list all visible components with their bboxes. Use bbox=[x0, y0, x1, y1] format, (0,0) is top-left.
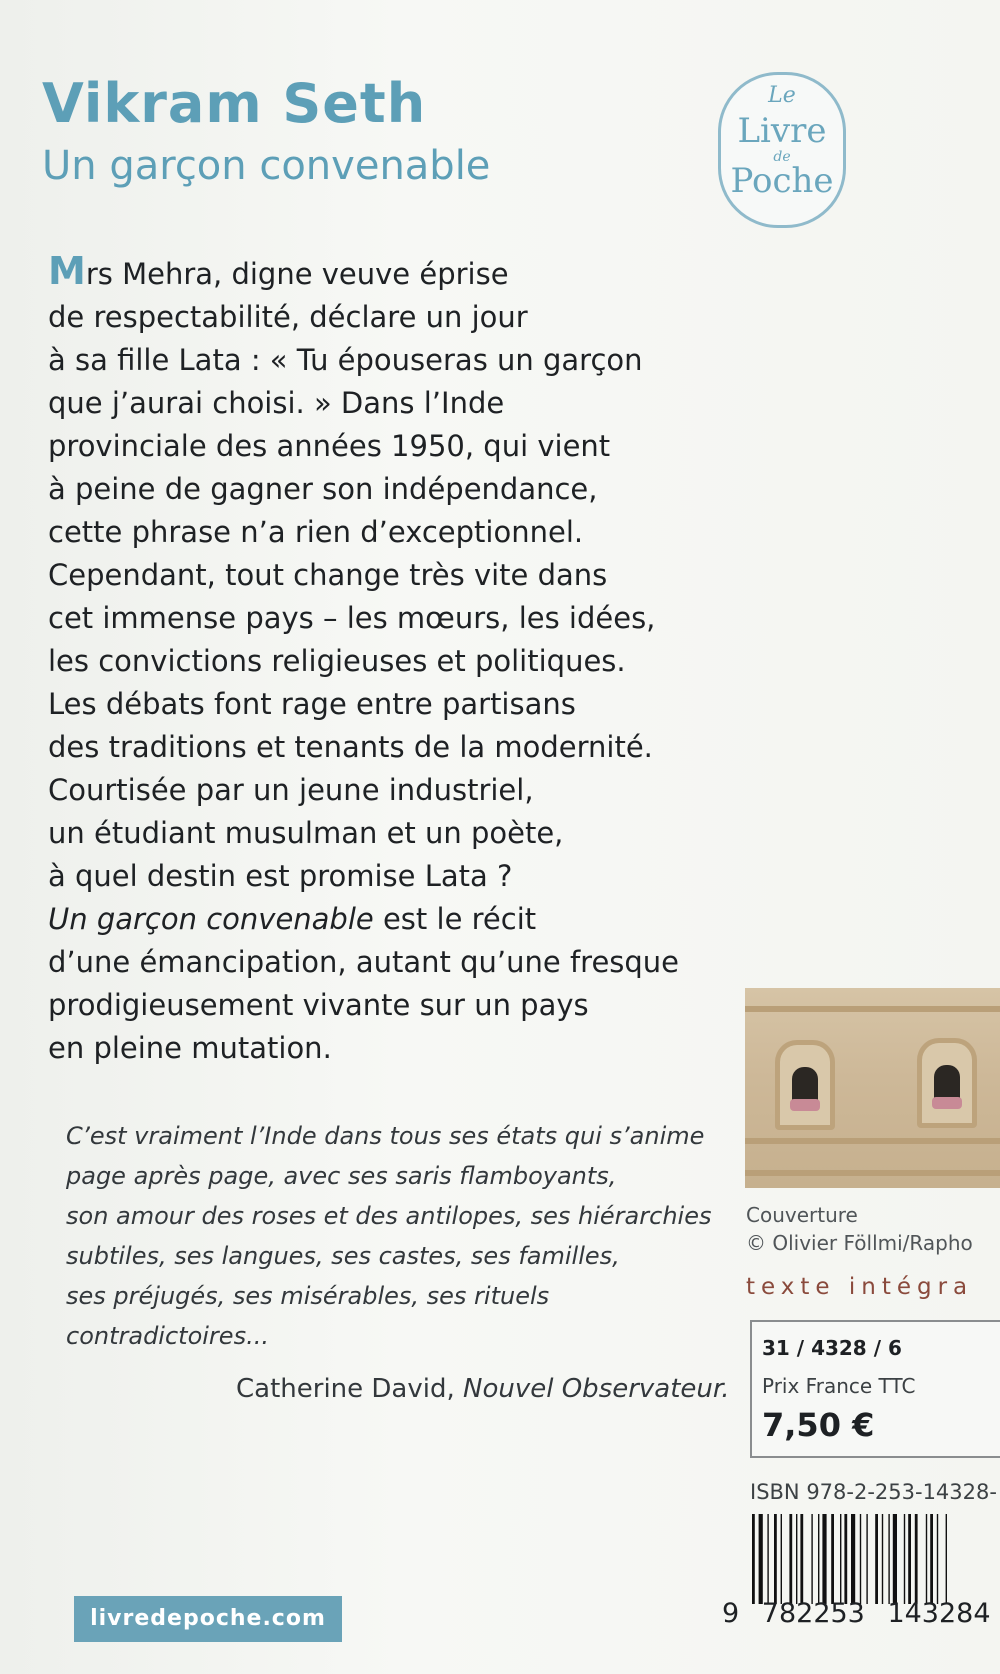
cover-thumbnail-image bbox=[745, 988, 1000, 1188]
quote-publication: Nouvel Observateur. bbox=[463, 1374, 730, 1404]
facade-band bbox=[745, 1170, 1000, 1176]
catalog-code: 31 / 4328 / 6 bbox=[762, 1336, 902, 1360]
barcode-bar bbox=[930, 1514, 933, 1604]
barcode-bar bbox=[831, 1514, 834, 1604]
quote-attribution bbox=[236, 1374, 729, 1404]
window-shape bbox=[917, 1038, 977, 1128]
barcode-bar bbox=[915, 1514, 918, 1604]
livre-de-poche-logo bbox=[718, 72, 846, 228]
barcode-digits bbox=[722, 1598, 991, 1629]
synopsis-line: de respectabilité, déclare un jour bbox=[48, 300, 528, 334]
synopsis-line: les convictions religieuses et politiques. bbox=[48, 644, 626, 678]
barcode-bar bbox=[759, 1514, 763, 1604]
quote-line: son amour des roses et des antilopes, ses hiérarchies bbox=[66, 1202, 712, 1230]
barcode-bar bbox=[860, 1514, 861, 1604]
synopsis-line: un étudiant musulman et un poète, bbox=[48, 816, 564, 850]
synopsis-line: cette phrase n’a rien d’exceptionnel. bbox=[48, 515, 584, 549]
barcode-bar bbox=[875, 1514, 878, 1604]
barcode-group-2: 143284 bbox=[887, 1598, 991, 1629]
barcode-bar bbox=[811, 1514, 812, 1604]
quote-line: page après page, avec ses saris flamboyants, bbox=[66, 1162, 617, 1190]
barcode-bar bbox=[752, 1514, 755, 1604]
barcode-bar bbox=[800, 1514, 803, 1604]
quote-line: ses préjugés, ses misérables, ses rituels bbox=[66, 1282, 550, 1310]
barcode-bar bbox=[908, 1514, 911, 1604]
facade-band bbox=[745, 1006, 1000, 1012]
barcode-bar bbox=[796, 1514, 797, 1604]
window-shape bbox=[775, 1040, 835, 1130]
barcode-bar bbox=[893, 1514, 897, 1604]
synopsis-line: que j’aurai choisi. » Dans l’Inde bbox=[48, 386, 505, 420]
barcode-bar bbox=[926, 1514, 927, 1604]
price-box bbox=[750, 1320, 1000, 1458]
barcode-bar bbox=[904, 1514, 905, 1604]
barcode-bar bbox=[840, 1514, 841, 1604]
barcode-bar bbox=[937, 1514, 938, 1604]
website-link[interactable]: livredepoche.com bbox=[74, 1596, 342, 1642]
facade-band bbox=[745, 1138, 1000, 1144]
synopsis-line: cet immense pays – les mœurs, les idées, bbox=[48, 601, 656, 635]
synopsis-line: des traditions et tenants de la modernité. bbox=[48, 730, 653, 764]
logo-text-poche: Poche bbox=[730, 161, 834, 201]
cover-credit-photographer: © Olivier Föllmi/Rapho bbox=[746, 1231, 973, 1255]
isbn-number: ISBN 978-2-253-14328- bbox=[750, 1480, 997, 1504]
price-value: 7,50 € bbox=[762, 1406, 875, 1444]
synopsis-line: en pleine mutation. bbox=[48, 1031, 332, 1065]
barcode-bar bbox=[888, 1514, 889, 1604]
synopsis-line: provinciale des années 1950, qui vient bbox=[48, 429, 611, 463]
synopsis bbox=[48, 250, 708, 1070]
press-quote bbox=[66, 1116, 712, 1356]
barcode-bar bbox=[789, 1514, 792, 1604]
synopsis-line: à peine de gagner son indépendance, bbox=[48, 472, 598, 506]
logo-text-livre: Livre bbox=[737, 111, 827, 151]
barcode-bar bbox=[866, 1514, 867, 1604]
barcode-bar bbox=[844, 1514, 847, 1604]
quote-line: subtiles, ses langues, ses castes, ses familles, bbox=[66, 1242, 620, 1270]
logo-text-de: de bbox=[773, 149, 791, 165]
synopsis-line: Courtisée par un jeune industriel, bbox=[48, 773, 534, 807]
synopsis-line bbox=[48, 898, 708, 941]
synopsis-line: Les débats font rage entre partisans bbox=[48, 687, 576, 721]
price-label: Prix France TTC bbox=[762, 1374, 916, 1398]
synopsis-line: à quel destin est promise Lata ? bbox=[48, 859, 513, 893]
barcode-graphic bbox=[750, 1514, 1000, 1604]
synopsis-line: d’une émancipation, autant qu’une fresque bbox=[48, 945, 680, 979]
logo-text-le: Le bbox=[768, 83, 796, 108]
synopsis-first-line: rs Mehra, digne veuve éprise bbox=[85, 257, 509, 291]
synopsis-line-rest: est le récit bbox=[373, 902, 537, 936]
barcode-bar bbox=[851, 1514, 855, 1604]
barcode-bar bbox=[822, 1514, 826, 1604]
barcode-bar bbox=[946, 1514, 947, 1604]
edition-label: texte intégra bbox=[746, 1274, 974, 1300]
barcode-group-1: 782253 bbox=[761, 1598, 865, 1629]
quote-line: C’est vraiment l’Inde dans tous ses états qui s’anime bbox=[66, 1122, 705, 1150]
quote-author: Catherine David, bbox=[236, 1374, 464, 1404]
barcode-bar bbox=[767, 1514, 768, 1604]
drop-cap: M bbox=[48, 249, 86, 293]
author-name: Vikram Seth bbox=[42, 72, 427, 135]
barcode-bar bbox=[818, 1514, 819, 1604]
synopsis-italic-title: Un garçon convenable bbox=[48, 902, 374, 936]
cover-credit-label: Couverture bbox=[746, 1203, 858, 1227]
barcode-bar bbox=[781, 1514, 782, 1604]
synopsis-line: Cependant, tout change très vite dans bbox=[48, 558, 608, 592]
book-title: Un garçon convenable bbox=[42, 143, 491, 189]
synopsis-line: à sa fille Lata : « Tu épouseras un garçon bbox=[48, 343, 643, 377]
barcode-lead-digit: 9 bbox=[722, 1598, 740, 1629]
quote-line: contradictoires... bbox=[66, 1322, 269, 1350]
synopsis-line: prodigieusement vivante sur un pays bbox=[48, 988, 589, 1022]
synopsis-line bbox=[48, 250, 708, 296]
barcode-bar bbox=[774, 1514, 777, 1604]
barcode-bar bbox=[882, 1514, 883, 1604]
